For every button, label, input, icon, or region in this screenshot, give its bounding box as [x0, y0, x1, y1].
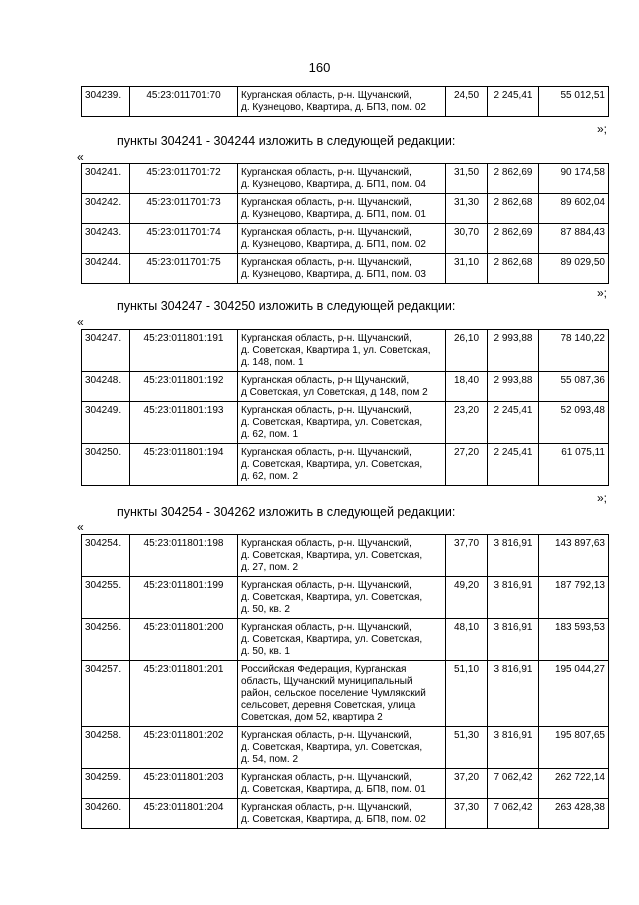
table-row [82, 661, 609, 727]
cadastral-number-cell: 45:23:011801:194 [130, 444, 238, 486]
registry-table-top [81, 86, 609, 117]
area-cell: 51,30 [446, 727, 488, 769]
table-row [82, 769, 609, 799]
rate-cell: 2 862,69 [488, 224, 539, 254]
quote-open-1: « [77, 150, 84, 164]
area-cell: 48,10 [446, 619, 488, 661]
address-line: д. Советская, Квартира, ул. Советская, [241, 742, 423, 753]
address-line: д. Кузнецово, Квартира, д. БП1, пом. 04 [241, 179, 426, 190]
row-number-cell: 304260. [82, 799, 130, 829]
table-row [82, 727, 609, 769]
address-cell [238, 535, 446, 577]
value-cell: 55 012,51 [539, 87, 609, 117]
cadastral-number-cell: 45:23:011801:202 [130, 727, 238, 769]
table-row [82, 330, 609, 372]
address-line: Курганская область, р-н. Щучанский, [241, 802, 412, 813]
address-line: Курганская область, р-н. Щучанский, [241, 257, 412, 268]
area-cell: 26,10 [446, 330, 488, 372]
row-number-cell: 304247. [82, 330, 130, 372]
address-line: Курганская область, р-н. Щучанский, [241, 227, 412, 238]
address-line: д. Советская, Квартира 1, ул. Советская, [241, 345, 431, 356]
row-number-cell: 304241. [82, 164, 130, 194]
address-line: Курганская область, р-н. Щучанский, [241, 333, 412, 344]
rate-cell: 3 816,91 [488, 619, 539, 661]
address-line: д. 62, пом. 1 [241, 429, 299, 440]
row-number-cell: 304239. [82, 87, 130, 117]
address-cell [238, 577, 446, 619]
address-line: д. 148, пом. 1 [241, 357, 304, 368]
value-cell: 183 593,53 [539, 619, 609, 661]
address-line: Курганская область, р-н. Щучанский, [241, 90, 412, 101]
value-cell: 55 087,36 [539, 372, 609, 402]
table-row [82, 444, 609, 486]
table-row [82, 372, 609, 402]
address-line: Курганская область, р-н. Щучанский, [241, 447, 412, 458]
value-cell: 61 075,11 [539, 444, 609, 486]
row-number-cell: 304258. [82, 727, 130, 769]
address-line: д Советская, ул Советская, д 148, пом 2 [241, 387, 428, 398]
cadastral-number-cell: 45:23:011801:204 [130, 799, 238, 829]
address-cell [238, 769, 446, 799]
cadastral-number-cell: 45:23:011701:72 [130, 164, 238, 194]
area-cell: 37,30 [446, 799, 488, 829]
address-cell [238, 372, 446, 402]
area-cell: 24,50 [446, 87, 488, 117]
rate-cell: 2 862,69 [488, 164, 539, 194]
rate-cell: 3 816,91 [488, 577, 539, 619]
rate-cell: 2 993,88 [488, 372, 539, 402]
rate-cell: 2 245,41 [488, 87, 539, 117]
address-line: Курганская область, р-н. Щучанский, [241, 197, 412, 208]
address-line: Курганская область, р-н. Щучанский, [241, 730, 412, 741]
rate-cell: 7 062,42 [488, 799, 539, 829]
rate-cell: 3 816,91 [488, 727, 539, 769]
value-cell: 89 029,50 [539, 254, 609, 284]
registry-table-section2 [81, 329, 609, 486]
area-cell: 51,10 [446, 661, 488, 727]
address-line: Курганская область, р-н Щучанский, [241, 375, 410, 386]
address-cell [238, 661, 446, 727]
address-cell [238, 402, 446, 444]
area-cell: 31,10 [446, 254, 488, 284]
address-line: д. 50, кв. 2 [241, 604, 290, 615]
cadastral-number-cell: 45:23:011801:191 [130, 330, 238, 372]
value-cell: 263 428,38 [539, 799, 609, 829]
address-cell [238, 799, 446, 829]
address-line: Курганская область, р-н. Щучанский, [241, 772, 412, 783]
address-cell [238, 727, 446, 769]
area-cell: 27,20 [446, 444, 488, 486]
table-row [82, 194, 609, 224]
cadastral-number-cell: 45:23:011801:192 [130, 372, 238, 402]
area-cell: 31,30 [446, 194, 488, 224]
address-line: д. Кузнецово, Квартира, д. БП1, пом. 02 [241, 239, 426, 250]
value-cell: 52 093,48 [539, 402, 609, 444]
instruction-2: пункты 304247 - 304250 изложить в следующей редакции: [117, 299, 456, 313]
row-number-cell: 304254. [82, 535, 130, 577]
address-line: д. Советская, Квартира, ул. Советская, [241, 592, 423, 603]
rate-cell: 2 245,41 [488, 402, 539, 444]
address-cell [238, 254, 446, 284]
row-number-cell: 304257. [82, 661, 130, 727]
quote-open-2: « [77, 315, 84, 329]
address-cell [238, 194, 446, 224]
rate-cell: 2 862,68 [488, 254, 539, 284]
value-cell: 143 897,63 [539, 535, 609, 577]
address-line: Курганская область, р-н. Щучанский, [241, 167, 412, 178]
address-line: район, сельское поселение Чумлякский [241, 688, 426, 699]
area-cell: 37,20 [446, 769, 488, 799]
value-cell: 78 140,22 [539, 330, 609, 372]
registry-table-section3 [81, 534, 609, 829]
address-line: д. 54, пом. 2 [241, 754, 299, 765]
row-number-cell: 304248. [82, 372, 130, 402]
row-number-cell: 304243. [82, 224, 130, 254]
rate-cell: 2 993,88 [488, 330, 539, 372]
address-cell [238, 224, 446, 254]
row-number-cell: 304249. [82, 402, 130, 444]
cadastral-number-cell: 45:23:011801:203 [130, 769, 238, 799]
address-line: д. 62, пом. 2 [241, 471, 299, 482]
value-cell: 262 722,14 [539, 769, 609, 799]
area-cell: 18,40 [446, 372, 488, 402]
table-row [82, 799, 609, 829]
rate-cell: 2 245,41 [488, 444, 539, 486]
row-number-cell: 304242. [82, 194, 130, 224]
cadastral-number-cell: 45:23:011801:199 [130, 577, 238, 619]
rate-cell: 3 816,91 [488, 661, 539, 727]
value-cell: 187 792,13 [539, 577, 609, 619]
cadastral-number-cell: 45:23:011701:75 [130, 254, 238, 284]
value-cell: 89 602,04 [539, 194, 609, 224]
row-number-cell: 304244. [82, 254, 130, 284]
address-cell [238, 87, 446, 117]
table-row [82, 619, 609, 661]
quote-close-2: »; [597, 286, 608, 300]
registry-table-section1 [81, 163, 609, 284]
address-cell [238, 444, 446, 486]
cadastral-number-cell: 45:23:011801:193 [130, 402, 238, 444]
cadastral-number-cell: 45:23:011701:73 [130, 194, 238, 224]
area-cell: 49,20 [446, 577, 488, 619]
address-line: д. Советская, Квартира, д. БП8, пом. 02 [241, 814, 426, 825]
table-row [82, 164, 609, 194]
address-line: д. Советская, Квартира, ул. Советская, [241, 417, 423, 428]
address-line: д. Советская, Квартира, д. БП8, пом. 01 [241, 784, 426, 795]
value-cell: 195 044,27 [539, 661, 609, 727]
address-line: д. 27, пом. 2 [241, 562, 299, 573]
quote-close-1: »; [597, 122, 608, 136]
cadastral-number-cell: 45:23:011801:201 [130, 661, 238, 727]
address-line: д. Советская, Квартира, ул. Советская, [241, 459, 423, 470]
address-line: область, Щучанский муниципальный [241, 676, 413, 687]
table-row [82, 577, 609, 619]
value-cell: 90 174,58 [539, 164, 609, 194]
row-number-cell: 304255. [82, 577, 130, 619]
cadastral-number-cell: 45:23:011701:74 [130, 224, 238, 254]
row-number-cell: 304259. [82, 769, 130, 799]
address-line: д. Кузнецово, Квартира, д. БП1, пом. 01 [241, 209, 426, 220]
rate-cell: 2 862,68 [488, 194, 539, 224]
address-line: д. Кузнецово, Квартира, д. БП3, пом. 02 [241, 102, 426, 113]
address-line: д. Советская, Квартира, ул. Советская, [241, 634, 423, 645]
table-row [82, 224, 609, 254]
cadastral-number-cell: 45:23:011701:70 [130, 87, 238, 117]
address-cell [238, 164, 446, 194]
row-number-cell: 304256. [82, 619, 130, 661]
table-row [82, 402, 609, 444]
instruction-1: пункты 304241 - 304244 изложить в следующей редакции: [117, 134, 456, 148]
address-line: д. Советская, Квартира, ул. Советская, [241, 550, 423, 561]
table-row [82, 535, 609, 577]
area-cell: 31,50 [446, 164, 488, 194]
address-line: Курганская область, р-н. Щучанский, [241, 580, 412, 591]
area-cell: 37,70 [446, 535, 488, 577]
address-line: Курганская область, р-н. Щучанский, [241, 538, 412, 549]
rate-cell: 3 816,91 [488, 535, 539, 577]
value-cell: 87 884,43 [539, 224, 609, 254]
cadastral-number-cell: 45:23:011801:198 [130, 535, 238, 577]
quote-open-3: « [77, 520, 84, 534]
address-cell [238, 619, 446, 661]
address-line: Курганская область, р-н. Щучанский, [241, 405, 412, 416]
quote-close-3: »; [597, 491, 608, 505]
address-line: Российская Федерация, Курганская [241, 664, 407, 675]
address-line: д. Кузнецово, Квартира, д. БП1, пом. 03 [241, 269, 426, 280]
value-cell: 195 807,65 [539, 727, 609, 769]
address-cell [238, 330, 446, 372]
table-row [82, 87, 609, 117]
rate-cell: 7 062,42 [488, 769, 539, 799]
area-cell: 30,70 [446, 224, 488, 254]
cadastral-number-cell: 45:23:011801:200 [130, 619, 238, 661]
address-line: сельсовет, деревня Советская, улица [241, 700, 416, 711]
address-line: Советская, дом 52, квартира 2 [241, 712, 383, 723]
table-row [82, 254, 609, 284]
page-number: 160 [308, 60, 331, 75]
address-line: д. 50, кв. 1 [241, 646, 290, 657]
row-number-cell: 304250. [82, 444, 130, 486]
instruction-3: пункты 304254 - 304262 изложить в следующей редакции: [117, 505, 456, 519]
address-line: Курганская область, р-н. Щучанский, [241, 622, 412, 633]
area-cell: 23,20 [446, 402, 488, 444]
